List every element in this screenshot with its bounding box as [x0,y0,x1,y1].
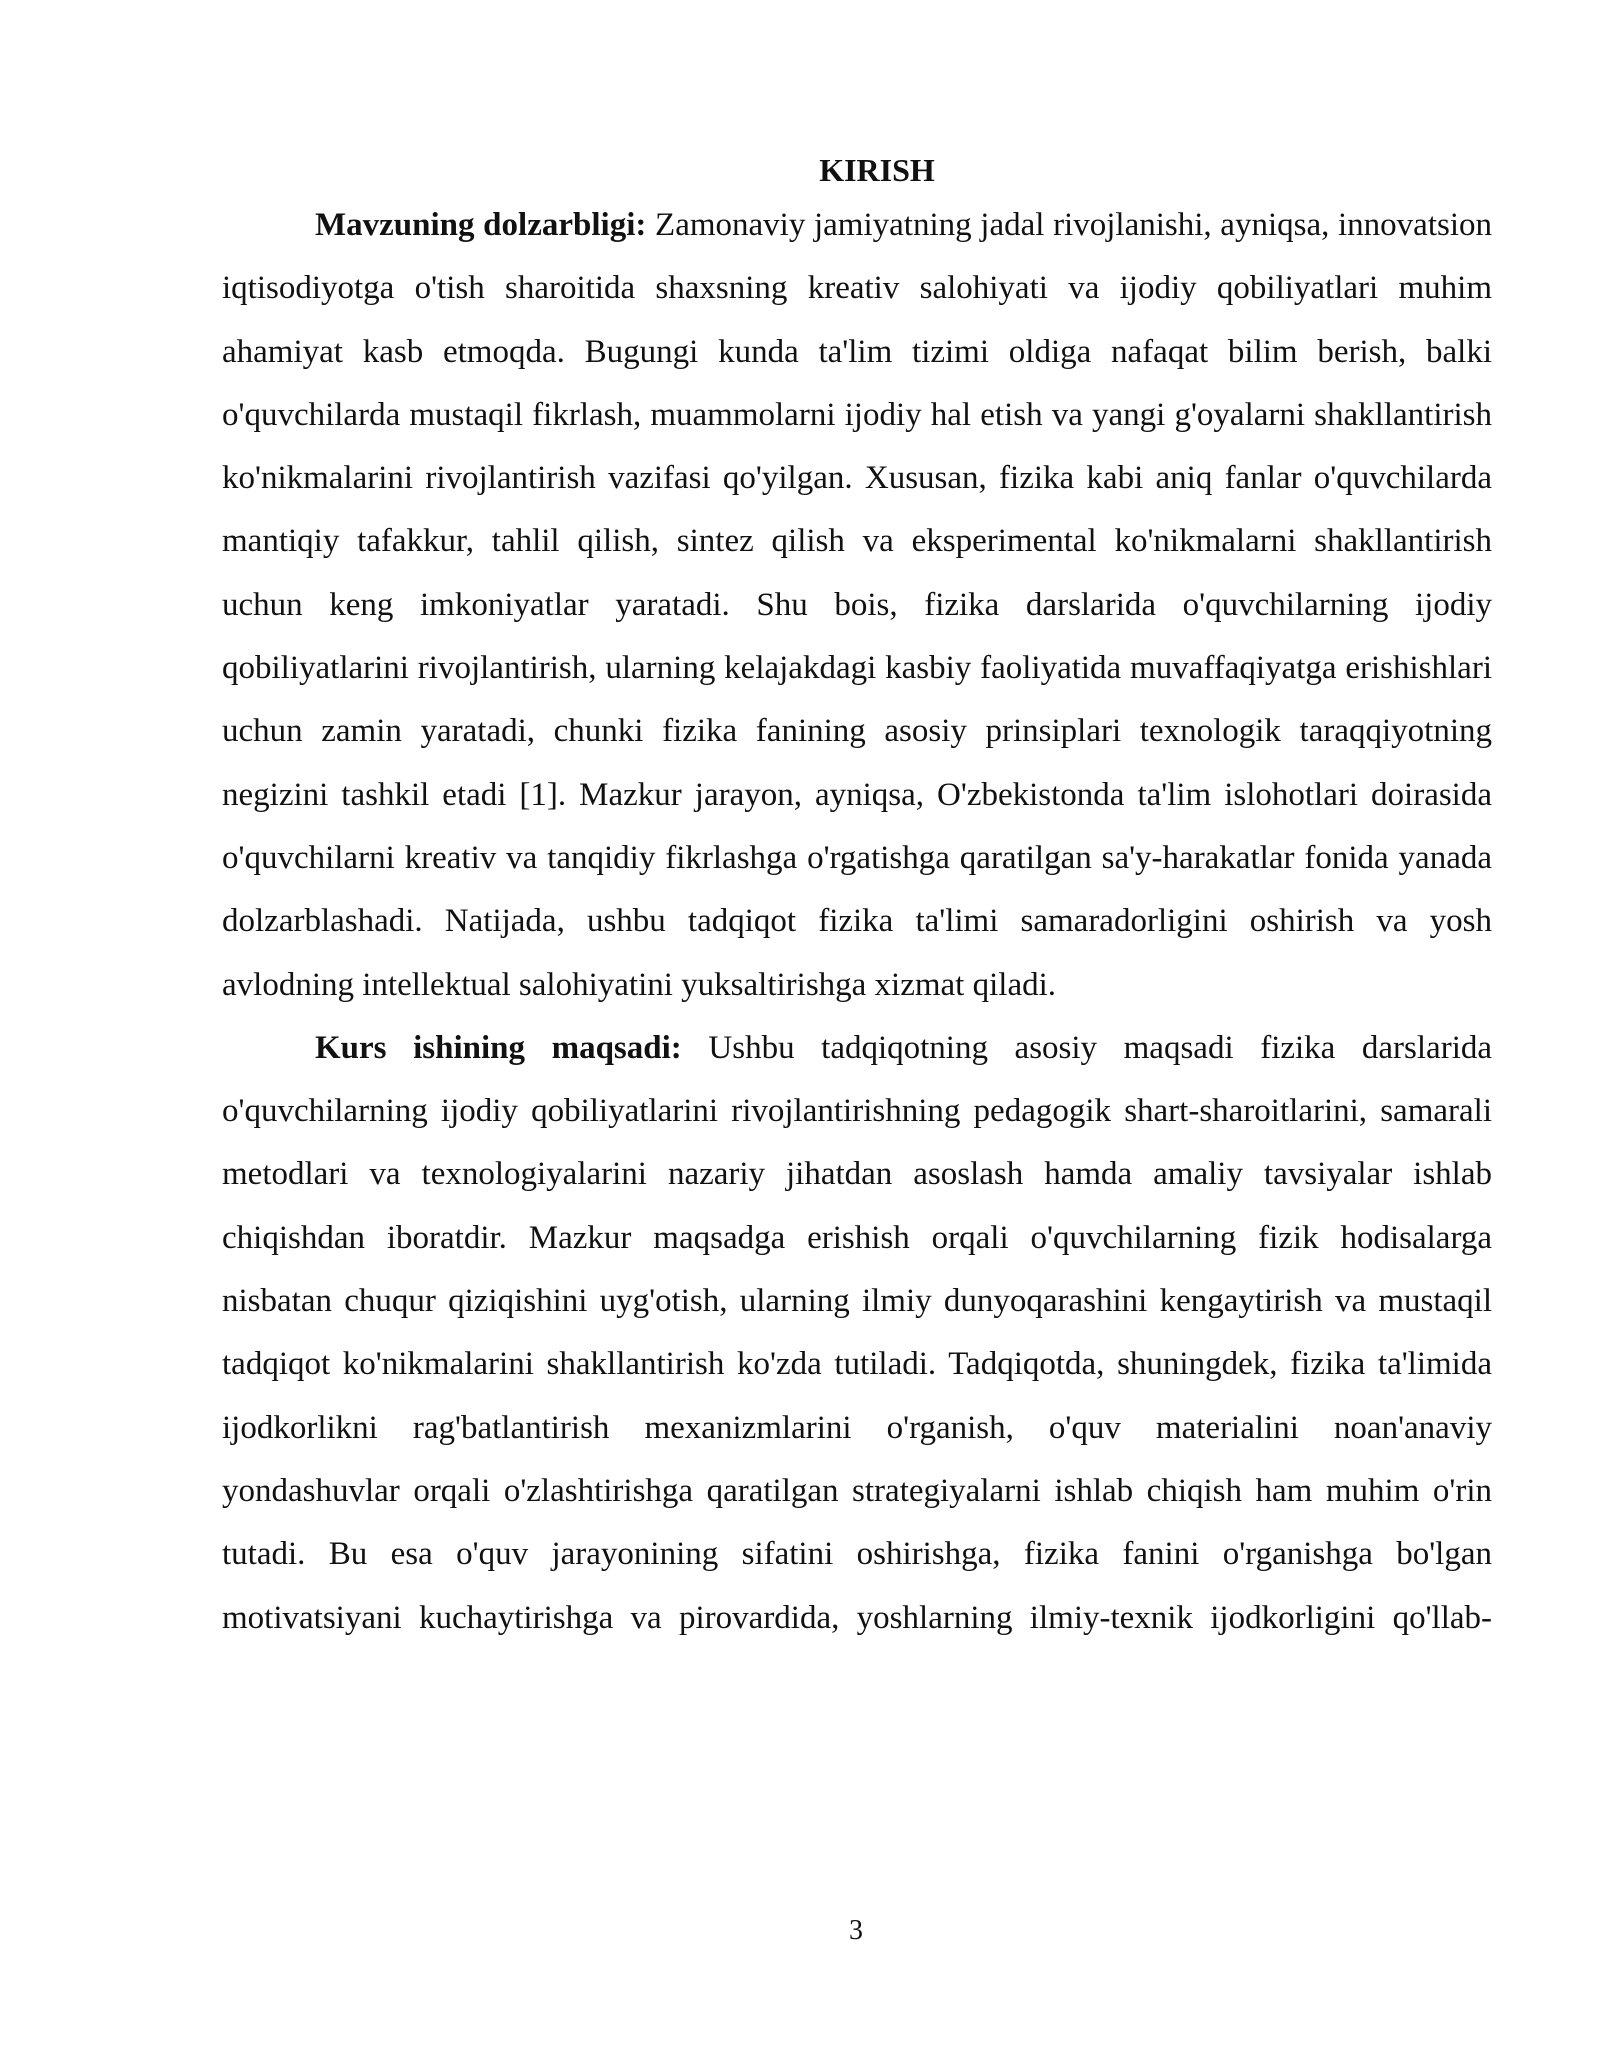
paragraph-lead-goal: Kurs ishining maqsadi: [315,1029,682,1066]
paragraph-text-relevance: Zamonaviy jamiyatning jadal rivojlanishi, ayniqsa, innovatsion iqtisodiyotga o'tish sharoitida shaxsning kreativ salohiyati va ijodiy qobiliyatlari muhim ahamiyat kasb etmoqda. Bugungi kunda ta'lim tizimi oldiga nafaqat bilim berish, balki o'quvchilarda mustaqil fikrlash, muammolarni ijodiy hal etish va yangi g'oyalarni shakllantirish ko'nikmalarini rivojlantirish vazifasi qo'yilgan. Xususan, fizika kabi aniq fanlar o'quvchilarda mantiqiy tafakkur, tahlil qilish, sintez qilish va eksperimental ko'nikmalarni shakllantirish uchun keng imkoniyatlar yaratadi. Shu bois, fizika darslarida o'quvchilarning ijodiy qobiliyatlarini rivojlantirish, ularning kelajakdagi kasbiy faoliyatida muvaffaqiyatga erishishlari uchun zamin yaratadi, chunki fizika fanining asosiy prinsiplari texnologik taraqqiyotning negizini tashkil etadi [1]. Mazkur jarayon, ayniqsa, O'zbekistonda ta'lim islohotlari doirasida o'quvchilarni kreativ va tanqidiy fikrlashga o'rgatishga qaratilgan sa'y-harakatlar fonida yanada dolzarblashadi. Natijada, ushbu tadqiqot fizika ta'limi samaradorligini oshirish va yosh avlodning intellektual salohiyatini yuksaltirishga xizmat qiladi. [222,207,1493,1003]
paragraph-goal [222,1017,1492,1650]
paragraph-lead-relevance: Mavzuning dolzarbligi: [315,207,647,243]
page-number: 3 [849,1915,863,1946]
page-content [222,146,1492,1650]
paragraph-relevance [222,194,1492,1017]
paragraph-text-goal: Ushbu tadqiqotning asosiy maqsadi fizika darslarida o'quvchilarning ijodiy qobiliyatlarini rivojlantirishning pedagogik shart-sharoitlarini, samarali metodlari va texnologiyalarini nazariy jihatdan asoslash hamda amaliy tavsiyalar ishlab chiqishdan iboratdir. Mazkur maqsadga erishish orqali o'quvchilarning fizik hodisalarga nisbatan chuqur qiziqishini uyg'otish, ularning ilmiy dunyoqarashini kengaytirish va mustaqil tadqiqot ko'nikmalarini shakllantirish ko'zda tutiladi. Tadqiqotda, shuningdek, fizika ta'limida ijodkorlikni rag'batlantirish mexanizmlarini o'rganish, o'quv materialini noan'anaviy yondashuvlar orqali o'zlashtirishga qaratilgan strategiyalarni ishlab chiqish ham muhim o'rin tutadi. Bu esa o'quv jarayonining sifatini oshirishga, fizika fanini o'rganishga bo'lgan motivatsiyani kuchaytirishga va pirovardida, yoshlarning ilmiy-texnik ijodkorligini qo'llab- [222,1029,1493,1636]
section-heading: KIRISH [819,152,935,188]
